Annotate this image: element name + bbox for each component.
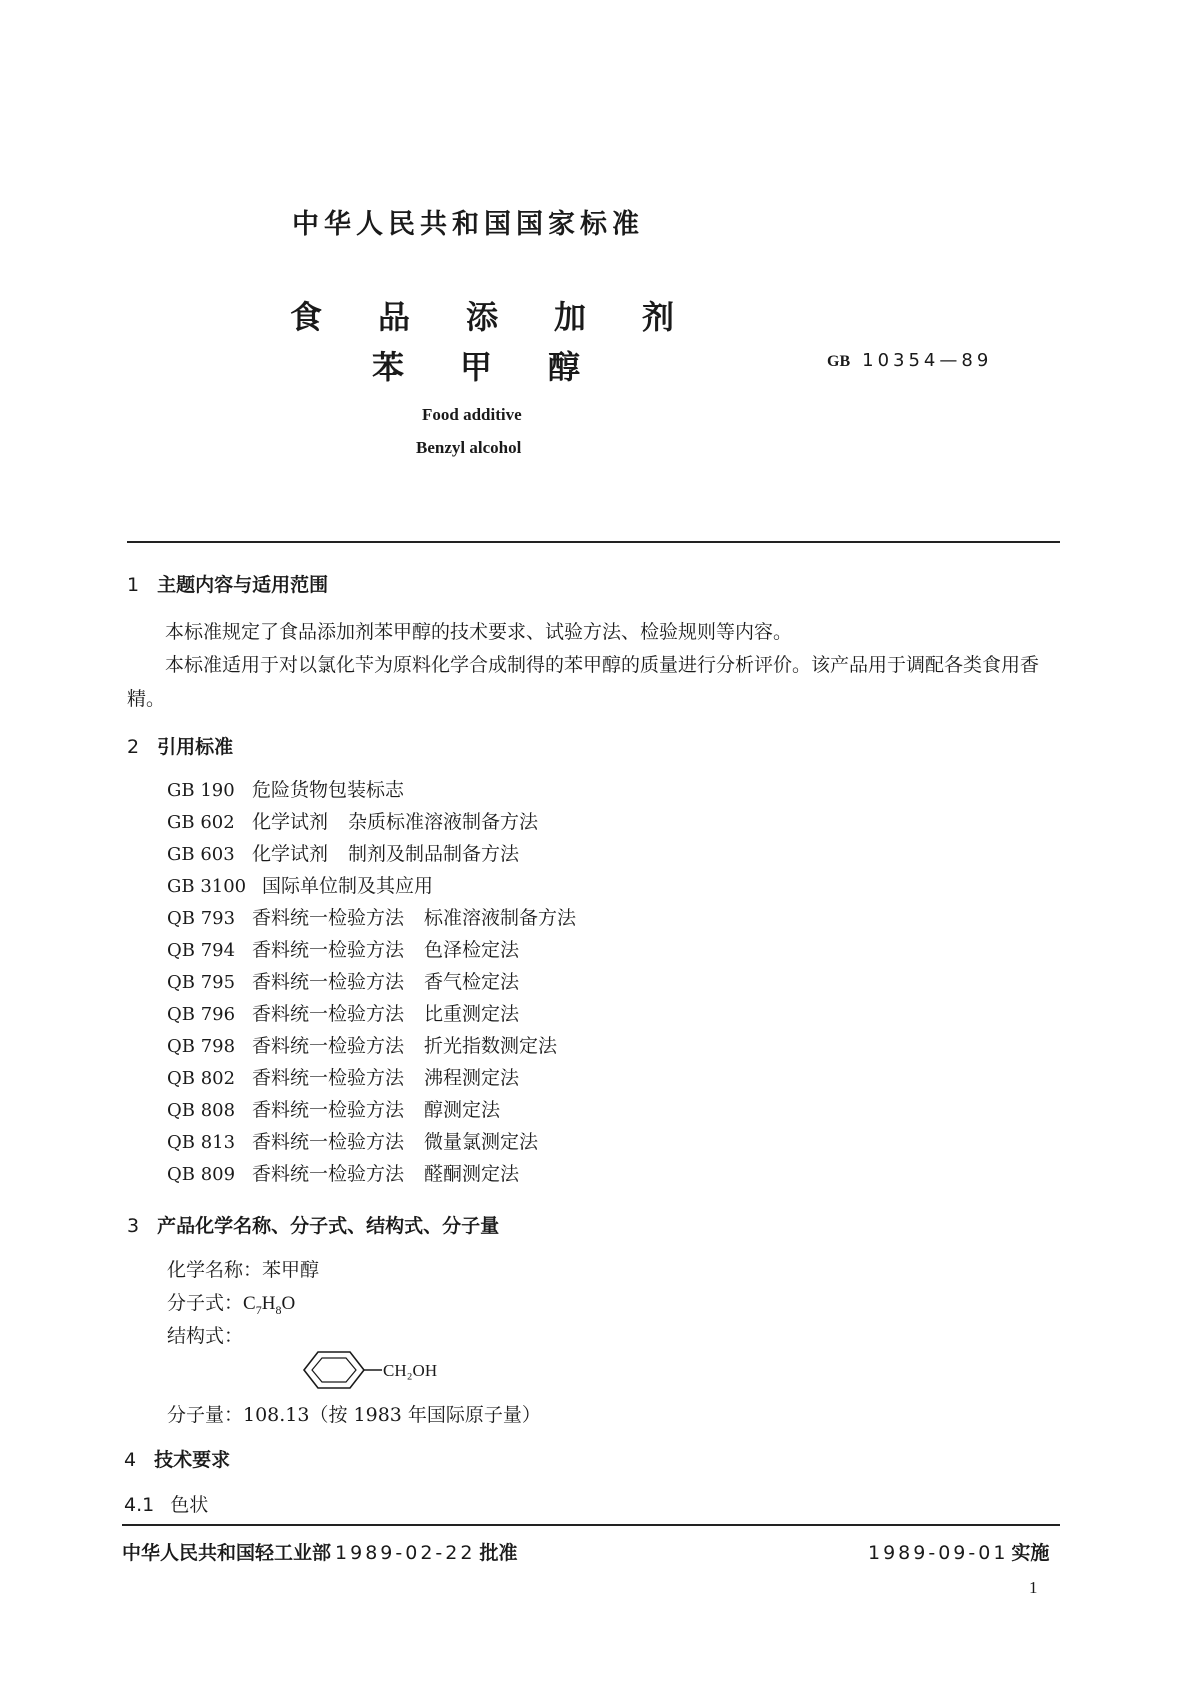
approval-word: 批准	[479, 1542, 518, 1564]
reference-subtitle: 醛酮测定法	[424, 1163, 520, 1185]
reference-code: GB 190	[167, 780, 235, 801]
section-1-paragraph-2: 本标准适用于对以氯化苄为原料化学合成制得的苯甲醇的质量进行分析评价。该产品用于调配各类食用香精。	[127, 654, 1040, 710]
reference-title: 香料统一检验方法	[252, 1163, 405, 1185]
reference-code: GB 603	[167, 844, 235, 865]
reference-row	[167, 1094, 576, 1126]
formula-carbon-count: 7	[255, 1302, 262, 1317]
reference-code: QB 793	[167, 908, 236, 929]
reference-subtitle: 比重测定法	[424, 1003, 520, 1025]
standard-prefix: GB	[827, 353, 851, 370]
molecular-mass: 分子量：108.13（按 1983 年国际原子量）	[167, 1404, 541, 1426]
effective-date: 1989-09-01	[868, 1542, 1009, 1564]
reference-row	[167, 1126, 576, 1158]
effective-word: 实施	[1011, 1542, 1050, 1564]
section-1-title: 主题内容与适用范围	[157, 574, 329, 596]
reference-row	[167, 998, 576, 1030]
reference-title: 化学试剂	[252, 843, 329, 865]
section-4-1-heading	[124, 1490, 208, 1517]
approval-statement	[122, 1538, 517, 1565]
formula-carbon: C	[243, 1293, 256, 1314]
reference-row	[167, 966, 576, 998]
title-english-line2: Benzyl alcohol	[416, 438, 522, 457]
reference-subtitle: 制剂及制品制备方法	[348, 843, 520, 865]
reference-row	[167, 902, 576, 934]
reference-subtitle: 杂质标准溶液制备方法	[348, 811, 539, 833]
formula-label: 分子式：	[167, 1292, 244, 1314]
structure-label: 结构式：	[167, 1325, 244, 1347]
title-english-line1: Food additive	[422, 405, 522, 424]
chemical-name: 化学名称：苯甲醇	[167, 1259, 320, 1281]
reference-title: 香料统一检验方法	[252, 939, 405, 961]
effective-statement	[868, 1538, 1049, 1565]
section-4-1-number: 4.1	[124, 1494, 155, 1516]
reference-subtitle: 标准溶液制备方法	[424, 907, 577, 929]
reference-title: 香料统一检验方法	[252, 1099, 405, 1121]
reference-code: QB 802	[167, 1068, 236, 1089]
section-3-heading	[127, 1211, 499, 1238]
reference-title: 香料统一检验方法	[252, 907, 405, 929]
title-chinese-line2: 苯甲醇	[372, 348, 637, 386]
reference-code: QB 813	[167, 1132, 236, 1153]
reference-code: QB 808	[167, 1100, 236, 1121]
standard-code: 10354—89	[862, 350, 993, 371]
reference-subtitle: 香气检定法	[424, 971, 520, 993]
reference-standards-list	[167, 774, 576, 1190]
benzyl-alcohol-structure	[300, 1346, 500, 1398]
reference-title: 香料统一检验方法	[252, 1067, 405, 1089]
formula-hydrogen-count: 8	[275, 1302, 282, 1317]
national-standard-heading: 中华人民共和国国家标准	[292, 209, 644, 240]
section-1-paragraph-1: 本标准规定了食品添加剂苯甲醇的技术要求、试验方法、检验规则等内容。	[165, 621, 793, 643]
reference-title: 化学试剂	[252, 811, 329, 833]
molecular-formula	[167, 1288, 295, 1318]
reference-code: QB 794	[167, 940, 236, 961]
reference-code: QB 796	[167, 1004, 236, 1025]
reference-row	[167, 1030, 576, 1062]
formula-hydrogen: H	[261, 1293, 276, 1314]
reference-subtitle: 沸程测定法	[424, 1067, 520, 1089]
section-4-title: 技术要求	[154, 1449, 231, 1471]
reference-row	[167, 806, 576, 838]
reference-row	[167, 1062, 576, 1094]
footer-divider	[122, 1524, 1060, 1526]
reference-title: 国际单位制及其应用	[262, 875, 434, 897]
reference-subtitle: 折光指数测定法	[424, 1035, 558, 1057]
approving-authority: 中华人民共和国轻工业部	[122, 1542, 332, 1564]
reference-title: 危险货物包装标志	[252, 779, 405, 801]
reference-code: QB 798	[167, 1036, 236, 1057]
section-2-title: 引用标准	[157, 736, 234, 758]
section-4-heading	[124, 1445, 230, 1472]
title-chinese-line1: 食品添加剂	[290, 298, 731, 336]
reference-code: QB 795	[167, 972, 236, 993]
reference-code: QB 809	[167, 1164, 236, 1185]
reference-row	[167, 838, 576, 870]
reference-code: GB 3100	[167, 876, 247, 897]
reference-subtitle: 色泽检定法	[424, 939, 520, 961]
formula-oxygen: O	[281, 1293, 296, 1314]
section-4-1-title: 色状	[170, 1494, 209, 1516]
reference-code: GB 602	[167, 812, 235, 833]
reference-row	[167, 774, 576, 806]
reference-subtitle: 醇测定法	[424, 1099, 501, 1121]
structure-group-text: CH₂OH	[383, 1361, 438, 1380]
page-number: 1	[1029, 1578, 1038, 1597]
reference-title: 香料统一检验方法	[252, 971, 405, 993]
section-1-number: 1	[127, 574, 140, 596]
reference-row	[167, 1158, 576, 1190]
section-4-number: 4	[124, 1449, 137, 1471]
reference-title: 香料统一检验方法	[252, 1003, 405, 1025]
benzene-ring-icon	[300, 1346, 500, 1394]
section-1-heading	[127, 570, 328, 597]
reference-title: 香料统一检验方法	[252, 1035, 405, 1057]
section-2-heading	[127, 732, 233, 759]
standard-number	[827, 350, 992, 371]
section-3-number: 3	[127, 1215, 140, 1237]
section-2-number: 2	[127, 736, 140, 758]
header-divider	[127, 541, 1060, 543]
approval-date: 1989-02-22	[335, 1542, 476, 1564]
section-3-title: 产品化学名称、分子式、结构式、分子量	[157, 1215, 500, 1237]
formula-value	[243, 1293, 296, 1317]
reference-title: 香料统一检验方法	[252, 1131, 405, 1153]
reference-row	[167, 934, 576, 966]
reference-row	[167, 870, 576, 902]
reference-subtitle: 微量氯测定法	[424, 1131, 539, 1153]
